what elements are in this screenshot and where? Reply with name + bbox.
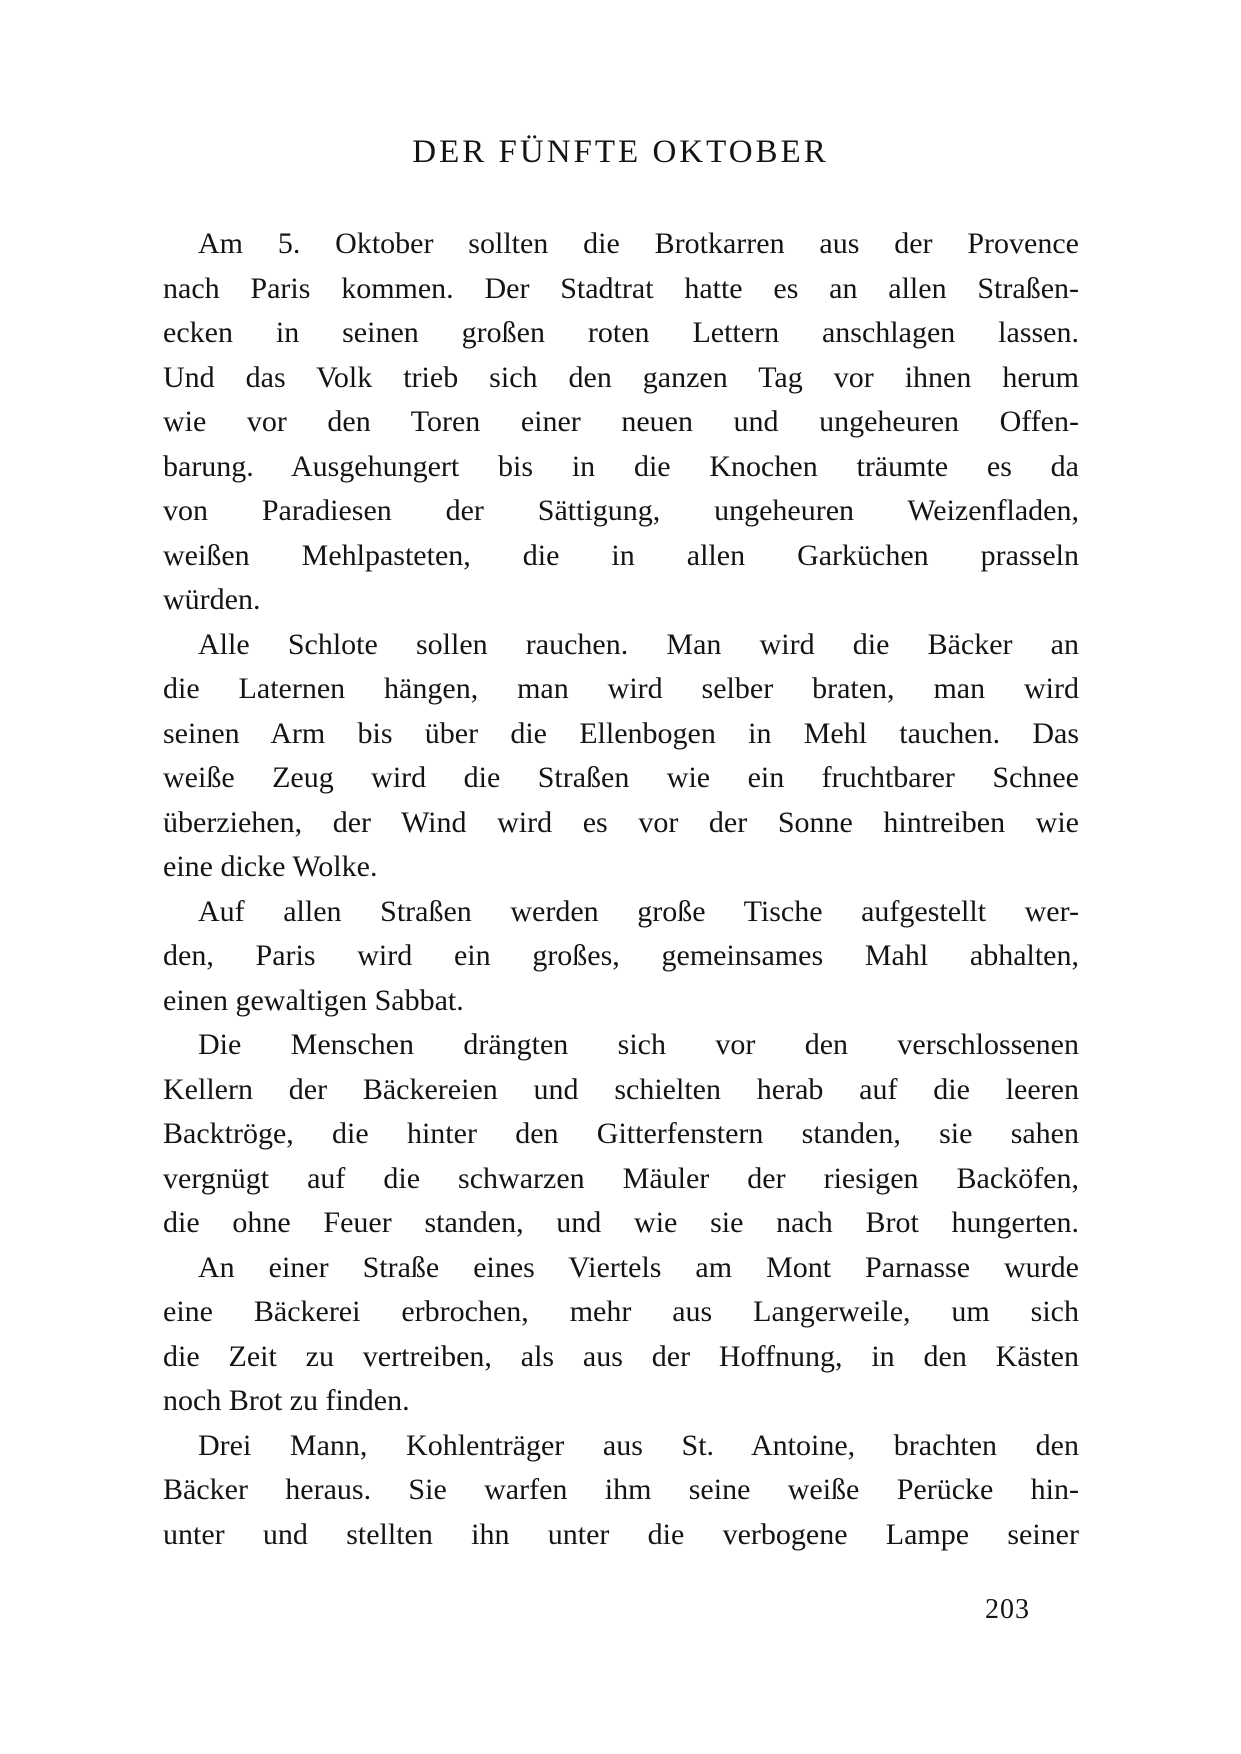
text-line: ecken in seinen großen roten Lettern anschlagen lassen.	[163, 316, 1079, 349]
text-line: nach Paris kommen. Der Stadtrat hatte es an allen Straßen-	[163, 271, 1079, 305]
text-line: An einer Straße eines Viertels am Mont Parnasse wurde	[198, 1250, 1079, 1284]
text-line: noch Brot zu finden.	[163, 1384, 410, 1417]
text-line: einen gewaltigen Sabbat.	[163, 983, 464, 1017]
page-number: 203	[985, 1594, 1030, 1625]
text-line: vergnügt auf die schwarzen Mäuler der riesigen Backöfen,	[163, 1161, 1079, 1195]
text-line: seinen Arm bis über die Ellenbogen in Mehl tauchen. Das	[163, 716, 1079, 750]
body-text	[163, 222, 1079, 1557]
text-line: Alle Schlote sollen rauchen. Man wird die Bäcker an	[198, 627, 1079, 661]
text-line: überziehen, der Wind wird es vor der Sonne hintreiben wie	[163, 805, 1079, 839]
text-line: eine dicke Wolke.	[163, 850, 378, 883]
text-line: Auf allen Straßen werden große Tische aufgestellt wer-	[198, 894, 1079, 928]
text-line: die Zeit zu vertreiben, als aus der Hoffnung, in den Kästen	[163, 1339, 1079, 1373]
text-line: weißen Mehlpasteten, die in allen Garküchen prasseln	[163, 538, 1079, 572]
text-line: die Laternen hängen, man wird selber braten, man wird	[163, 672, 1079, 705]
chapter-title: DER FÜNFTE OKTOBER	[412, 134, 829, 170]
text-line: Bäcker heraus. Sie warfen ihm seine weiße Perücke hin-	[163, 1473, 1079, 1506]
text-line: von Paradiesen der Sättigung, ungeheuren Weizenfladen,	[163, 494, 1079, 527]
text-line: Kellern der Bäckereien und schielten herab auf die leeren	[163, 1072, 1079, 1106]
text-line: Am 5. Oktober sollten die Brotkarren aus der Provence	[198, 227, 1079, 260]
text-line: Die Menschen drängten sich vor den verschlossenen	[198, 1028, 1079, 1061]
text-line: Und das Volk trieb sich den ganzen Tag vor ihnen herum	[163, 360, 1079, 394]
text-line: Backtröge, die hinter den Gitterfenstern standen, sie sahen	[163, 1117, 1079, 1150]
text-line: würden.	[163, 583, 261, 616]
text-line: unter und stellten ihn unter die verbogene Lampe seiner	[163, 1517, 1079, 1551]
text-line: Drei Mann, Kohlenträger aus St. Antoine, brachten den	[198, 1428, 1079, 1462]
text-line: eine Bäckerei erbrochen, mehr aus Langerweile, um sich	[163, 1295, 1079, 1328]
text-line: barung. Ausgehungert bis in die Knochen träumte es da	[163, 449, 1079, 483]
text-line: den, Paris wird ein großes, gemeinsames Mahl abhalten,	[163, 939, 1079, 972]
text-line: weiße Zeug wird die Straßen wie ein fruchtbarer Schnee	[163, 761, 1079, 794]
text-line: wie vor den Toren einer neuen und ungeheuren Offen-	[163, 405, 1079, 438]
text-line: die ohne Feuer standen, und wie sie nach Brot hungerten.	[163, 1206, 1079, 1239]
